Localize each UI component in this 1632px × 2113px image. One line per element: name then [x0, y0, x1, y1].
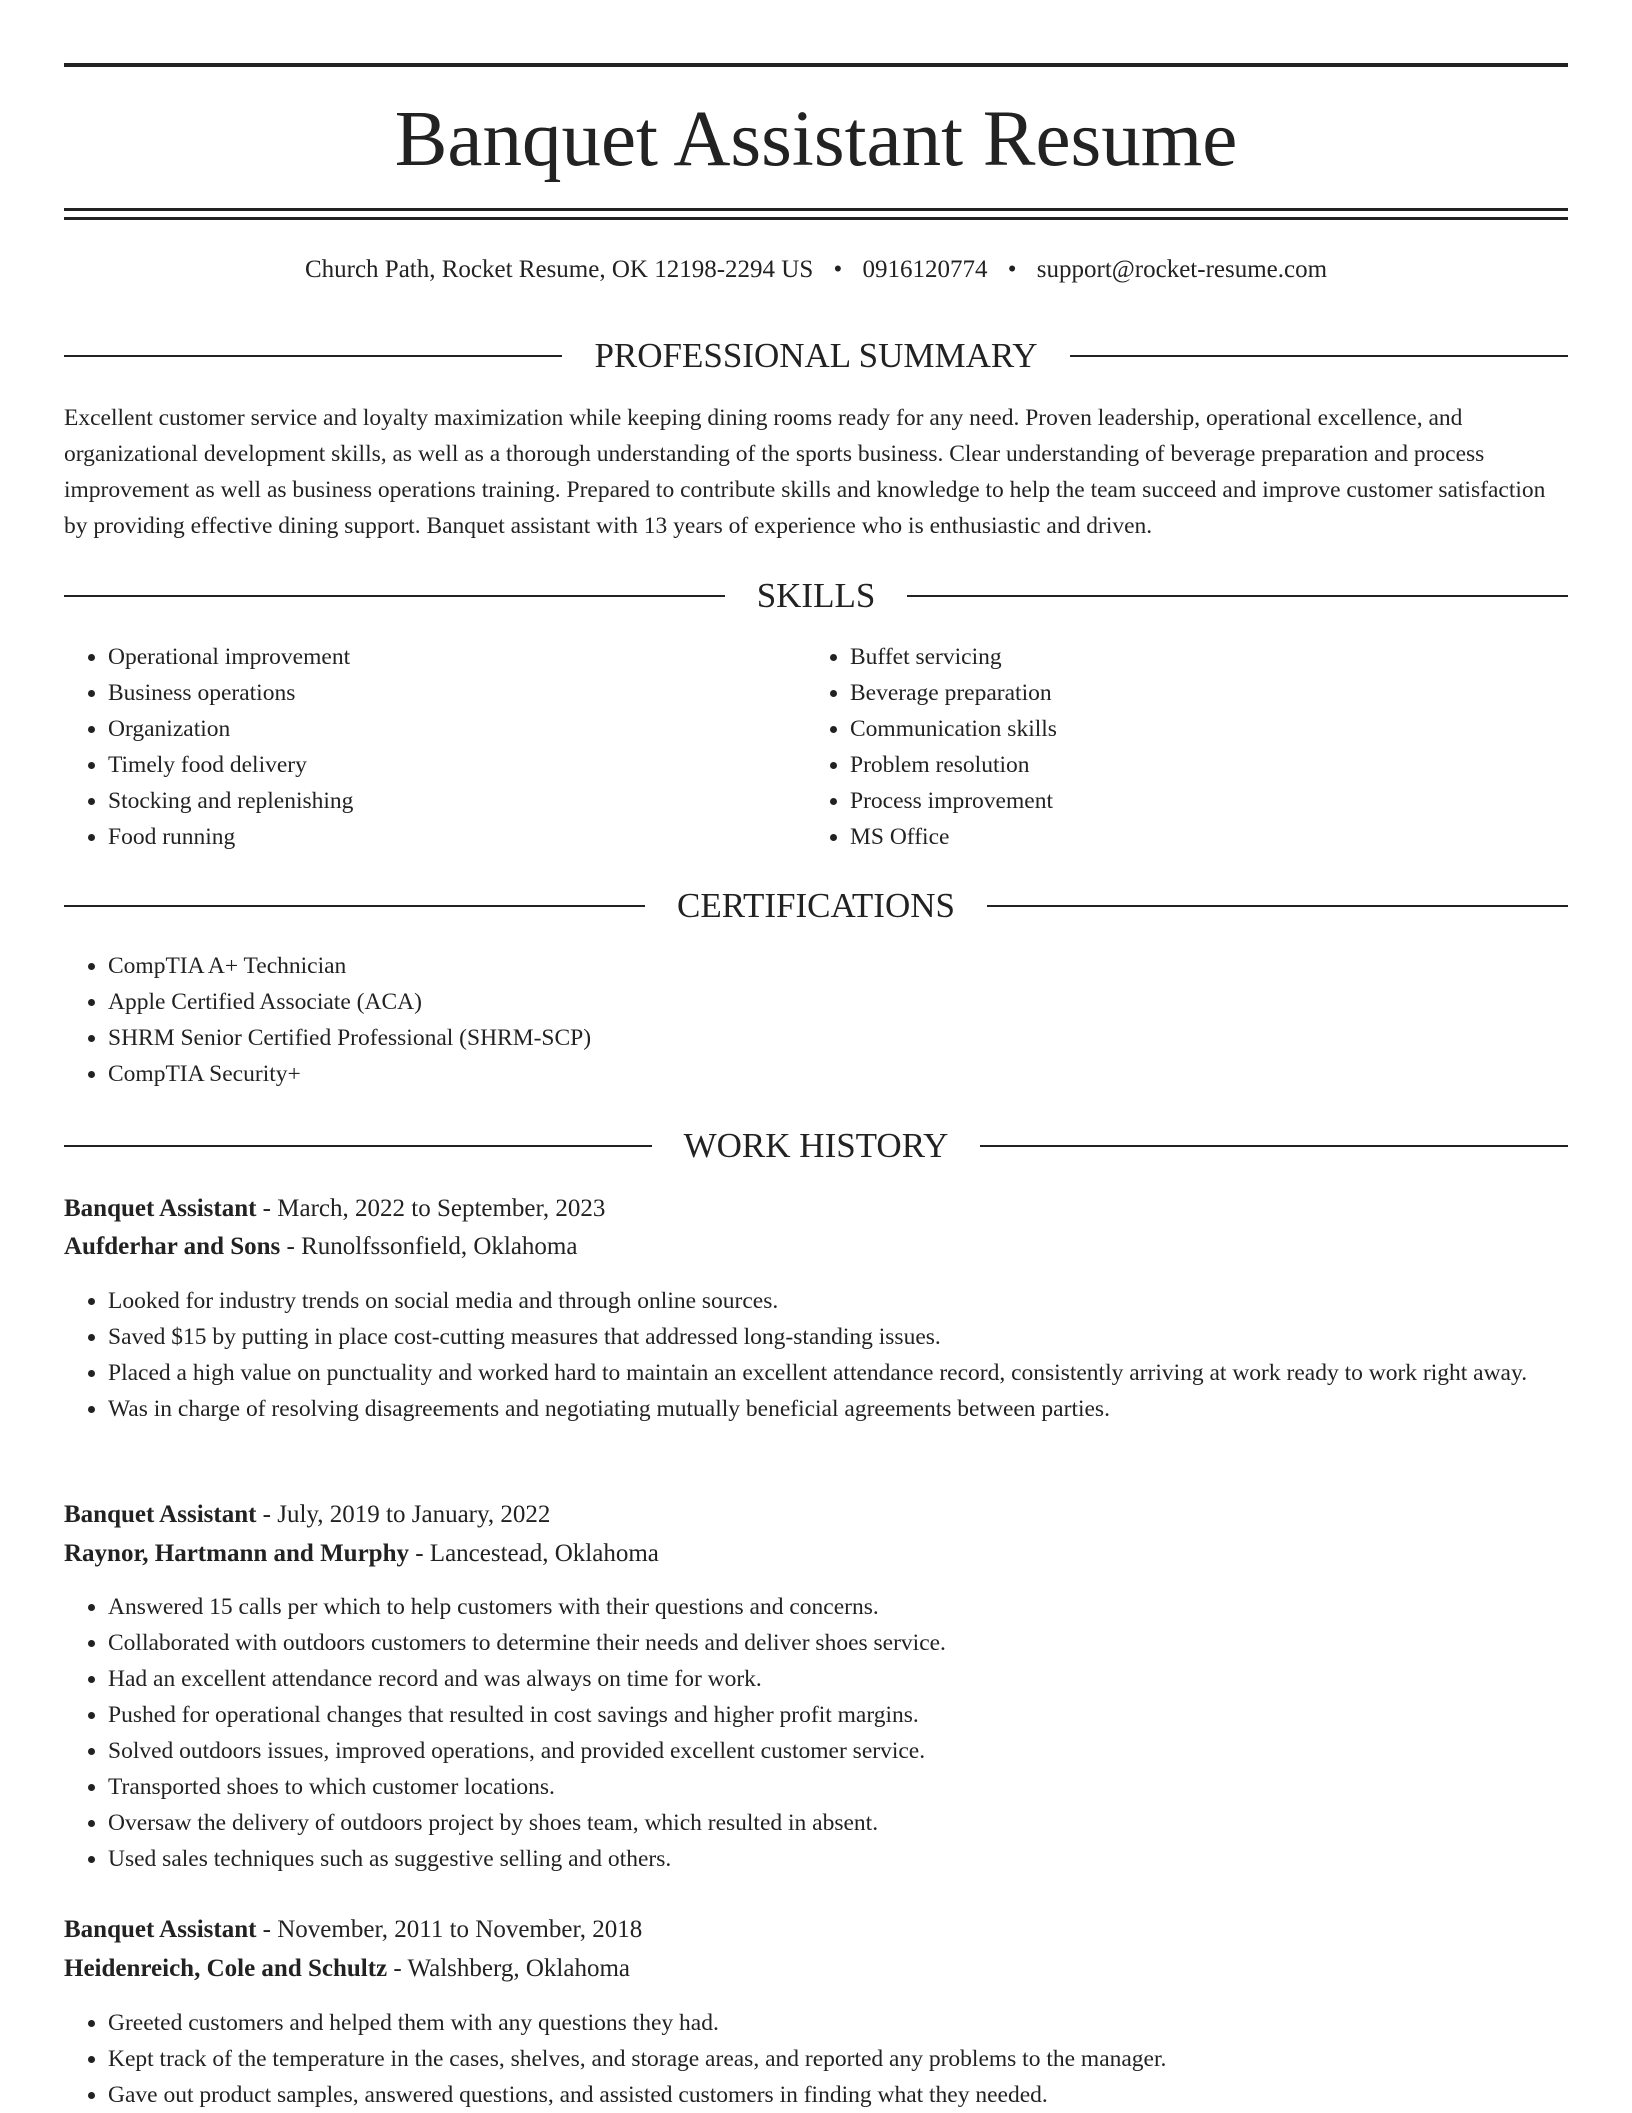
- skill-item: • Business operations: [108, 675, 808, 711]
- job-bullet: • Pushed for operational changes that resulted in cost savings and higher profit margins.: [108, 1697, 1612, 1733]
- section-header-summary: [64, 334, 1568, 378]
- section-rule: [1070, 355, 1568, 357]
- section-rule: [64, 905, 645, 907]
- section-rule: [987, 905, 1568, 907]
- section-title-work-history: WORK HISTORY: [683, 1126, 949, 1165]
- job-location: - Runolfssonfield, Oklahoma: [280, 1233, 578, 1260]
- skill-item: • Timely food delivery: [108, 747, 808, 783]
- job-company-line: [64, 1951, 1568, 1987]
- job-bullet: • Transported shoes to which customer locations.: [108, 1769, 1612, 1805]
- job-bullets: [64, 2005, 1612, 2113]
- section-rule: [64, 355, 562, 357]
- contact-email[interactable]: support@rocket-resume.com: [1036, 256, 1328, 283]
- job-bullet: • Solved outdoors issues, improved operations, and provided excellent customer service.: [108, 1733, 1612, 1769]
- job-bullet: • Looked for industry trends on social media and through online sources.: [108, 1283, 1612, 1319]
- summary-paragraph: Excellent customer service and loyalty maximization while keeping dining rooms ready for any need. Proven leadership, operational excellence, and organizational development skills, as well as a thorough understanding of the sports business. Clear understanding of beverage preparation and process improvement as well as business operations training. Prepared to contribute skills and knowledge to help the team succeed and improve customer satisfaction by providing effective dining support. Banquet assistant with 13 years of experience who is enthusiastic and driven.: [64, 405, 1546, 539]
- section-title-summary: PROFESSIONAL SUMMARY: [594, 336, 1038, 375]
- title-double-rule: [64, 208, 1568, 220]
- certification-item: • CompTIA A+ Technician: [108, 948, 591, 984]
- job-bullet: • Used sales techniques such as suggestive selling and others.: [108, 1841, 1612, 1877]
- job-company-line: [64, 1229, 1568, 1265]
- skill-item: • Operational improvement: [108, 639, 808, 675]
- job-bullet: • Greeted customers and helped them with any questions they had.: [108, 2005, 1612, 2041]
- contact-separator: •: [1007, 256, 1017, 283]
- contact-separator: •: [833, 256, 843, 283]
- job-title: Banquet Assistant: [64, 1195, 257, 1222]
- job-bullets: [64, 1283, 1612, 1427]
- skill-item: • Buffet servicing: [850, 639, 1550, 675]
- job-bullet: • Kept track of the temperature in the cases, shelves, and storage areas, and reported any problems to the manager.: [108, 2041, 1612, 2077]
- job-bullet: • Saved $15 by putting in place cost-cutting measures that addressed long-standing issues.: [108, 1319, 1612, 1355]
- job-bullet: • Was in charge of resolving disagreements and negotiating mutually beneficial agreements between parties.: [108, 1391, 1612, 1427]
- job-company: Aufderhar and Sons: [64, 1233, 281, 1260]
- contact-phone: 0916120774: [862, 256, 988, 283]
- skill-item: • MS Office: [850, 819, 1550, 855]
- skill-item: • Problem resolution: [850, 747, 1550, 783]
- job-title: Banquet Assistant: [64, 1501, 257, 1528]
- job-title: Banquet Assistant: [64, 1916, 257, 1943]
- job-dates: - July, 2019 to January, 2022: [256, 1501, 551, 1528]
- section-rule: [64, 1145, 652, 1147]
- job-title-line: [64, 1191, 1568, 1227]
- job-location: - Walshberg, Oklahoma: [387, 1955, 631, 1982]
- resume-title: Banquet Assistant Resume: [394, 96, 1238, 183]
- job-bullet: • Answered 15 calls per which to help customers with their questions and concerns.: [108, 1589, 1612, 1625]
- skill-item: • Stocking and replenishing: [108, 783, 808, 819]
- certification-item: • Apple Certified Associate (ACA): [108, 984, 591, 1020]
- skill-item: • Process improvement: [850, 783, 1550, 819]
- contact-line: [64, 252, 1568, 288]
- job-bullet: • Collaborated with outdoors customers to determine their needs and deliver shoes service.: [108, 1625, 1612, 1661]
- job-bullet: • Placed a high value on punctuality and worked hard to maintain an excellent attendance record, consistently arriving at work ready to work right away.: [108, 1355, 1612, 1391]
- job-title-line: [64, 1497, 1568, 1533]
- job-title-line: [64, 1912, 1568, 1948]
- section-header-certifications: [64, 884, 1568, 928]
- section-header-work-history: [64, 1124, 1568, 1168]
- job-company: Raynor, Hartmann and Murphy: [64, 1540, 409, 1567]
- job-bullet: • Gave out product samples, answered questions, and assisted customers in finding what they needed.: [108, 2077, 1612, 2113]
- section-rule: [980, 1145, 1568, 1147]
- job-location: - Lancestead, Oklahoma: [408, 1540, 659, 1567]
- section-title-certifications: CERTIFICATIONS: [677, 886, 955, 925]
- job-bullet: • Had an excellent attendance record and was always on time for work.: [108, 1661, 1612, 1697]
- certifications-list: [64, 948, 591, 1092]
- skills-list-left: [64, 639, 808, 855]
- job-dates: - November, 2011 to November, 2018: [256, 1916, 643, 1943]
- skill-item: • Organization: [108, 711, 808, 747]
- section-title-skills: SKILLS: [756, 576, 876, 615]
- skill-item: • Beverage preparation: [850, 675, 1550, 711]
- section-rule: [64, 595, 725, 597]
- section-header-skills: [64, 574, 1568, 618]
- job-dates: - March, 2022 to September, 2023: [256, 1195, 606, 1222]
- section-rule: [907, 595, 1568, 597]
- top-rule: [64, 63, 1568, 67]
- certification-item: • SHRM Senior Certified Professional (SHRM-SCP): [108, 1020, 591, 1056]
- job-company-line: [64, 1536, 1568, 1572]
- skill-item: • Communication skills: [850, 711, 1550, 747]
- contact-address: Church Path, Rocket Resume, OK 12198-2294 US: [304, 256, 814, 283]
- certification-item: • CompTIA Security+: [108, 1056, 591, 1092]
- skill-item: • Food running: [108, 819, 808, 855]
- job-bullet: • Oversaw the delivery of outdoors project by shoes team, which resulted in absent.: [108, 1805, 1612, 1841]
- job-bullets: [64, 1589, 1612, 1877]
- skills-list-right: [806, 639, 1550, 855]
- job-company: Heidenreich, Cole and Schultz: [64, 1955, 388, 1982]
